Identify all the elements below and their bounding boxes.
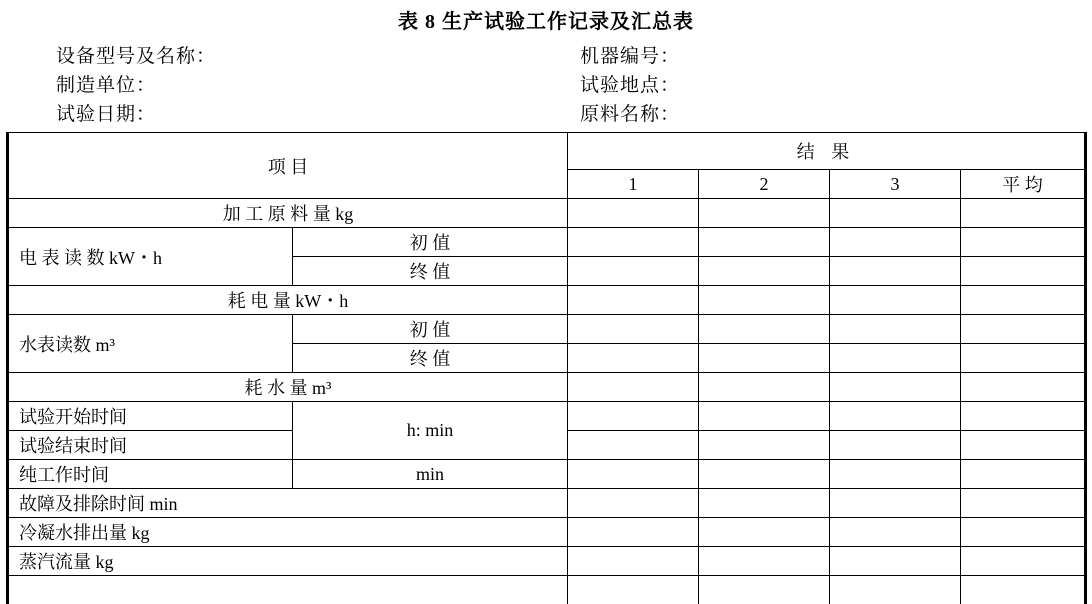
row-label-power-consumption: 耗 电 量 kW・h (8, 286, 568, 315)
cell-1[interactable] (568, 489, 699, 518)
cell-2[interactable] (699, 431, 830, 460)
cell-2[interactable] (699, 460, 830, 489)
equipment-model-label: 设备型号及名称： (0, 41, 580, 68)
cell-2[interactable] (699, 518, 830, 547)
row-label-water-meter-reading: 水表读数 m³ (8, 315, 293, 373)
cell-2[interactable] (699, 373, 830, 402)
table-row (8, 286, 1086, 315)
cell-3[interactable] (830, 373, 961, 402)
table-row (8, 576, 1086, 604)
header-col-average: 平 均 (961, 170, 1086, 199)
cell-1[interactable] (568, 547, 699, 576)
record-table (6, 132, 1087, 604)
cell-2[interactable] (699, 547, 830, 576)
cell-1[interactable] (568, 402, 699, 431)
header-row (0, 40, 1092, 69)
manufacturer-label: 制造单位： (0, 70, 580, 97)
header-col-3: 3 (830, 170, 961, 199)
row-sublabel-initial: 初 值 (293, 315, 568, 344)
header-col-1: 1 (568, 170, 699, 199)
row-label-test-start-time: 试验开始时间 (8, 402, 293, 431)
cell-1[interactable] (568, 286, 699, 315)
cell-avg[interactable] (961, 228, 1086, 257)
cell-3[interactable] (830, 344, 961, 373)
cell-3[interactable] (830, 489, 961, 518)
row-label-blank (8, 576, 568, 604)
header-result: 结 果 (568, 133, 1086, 170)
test-date-label: 试验日期： (0, 99, 580, 126)
cell-2[interactable] (699, 489, 830, 518)
cell-avg[interactable] (961, 547, 1086, 576)
cell-avg[interactable] (961, 431, 1086, 460)
material-name-label: 原料名称： (580, 99, 680, 126)
cell-avg[interactable] (961, 489, 1086, 518)
page-title: 表 8 生产试验工作记录及汇总表 (0, 0, 1092, 40)
cell-3[interactable] (830, 547, 961, 576)
table-header-row (8, 133, 1086, 170)
cell-2[interactable] (699, 199, 830, 228)
cell-avg[interactable] (961, 576, 1086, 604)
row-sublabel-min: min (293, 460, 568, 489)
cell-1[interactable] (568, 315, 699, 344)
cell-1[interactable] (568, 228, 699, 257)
cell-2[interactable] (699, 228, 830, 257)
cell-1[interactable] (568, 373, 699, 402)
cell-avg[interactable] (961, 460, 1086, 489)
cell-avg[interactable] (961, 286, 1086, 315)
cell-2[interactable] (699, 257, 830, 286)
cell-3[interactable] (830, 576, 961, 604)
row-sublabel-initial: 初 值 (293, 228, 568, 257)
cell-1[interactable] (568, 518, 699, 547)
table-row (8, 199, 1086, 228)
cell-2[interactable] (699, 576, 830, 604)
cell-2[interactable] (699, 402, 830, 431)
row-sublabel-final: 终 值 (293, 344, 568, 373)
row-label-water-consumption: 耗 水 量 m³ (8, 373, 568, 402)
row-label-failure-time: 故障及排除时间 min (8, 489, 568, 518)
cell-avg[interactable] (961, 373, 1086, 402)
cell-1[interactable] (568, 576, 699, 604)
cell-avg[interactable] (961, 315, 1086, 344)
cell-3[interactable] (830, 460, 961, 489)
cell-3[interactable] (830, 402, 961, 431)
row-label-test-end-time: 试验结束时间 (8, 431, 293, 460)
header-col-2: 2 (699, 170, 830, 199)
row-label-steam-flow: 蒸汽流量 kg (8, 547, 568, 576)
cell-3[interactable] (830, 518, 961, 547)
cell-1[interactable] (568, 431, 699, 460)
test-location-label: 试验地点： (580, 70, 680, 97)
machine-number-label: 机器编号： (580, 41, 680, 68)
table-row (8, 373, 1086, 402)
header-row (0, 69, 1092, 98)
header-row (0, 98, 1092, 127)
cell-3[interactable] (830, 431, 961, 460)
row-label-meter-reading: 电 表 读 数 kW・h (8, 228, 293, 286)
cell-2[interactable] (699, 344, 830, 373)
cell-2[interactable] (699, 315, 830, 344)
table-row (8, 402, 1086, 431)
cell-1[interactable] (568, 199, 699, 228)
cell-3[interactable] (830, 286, 961, 315)
header-fields (0, 40, 1092, 132)
row-label-condensate-discharge: 冷凝水排出量 kg (8, 518, 568, 547)
table-row (8, 518, 1086, 547)
cell-avg[interactable] (961, 199, 1086, 228)
table-row (8, 460, 1086, 489)
row-label-raw-material: 加 工 原 料 量 kg (8, 199, 568, 228)
table-row (8, 547, 1086, 576)
cell-1[interactable] (568, 344, 699, 373)
cell-2[interactable] (699, 286, 830, 315)
row-label-net-working-time: 纯工作时间 (8, 460, 293, 489)
table-row (8, 228, 1086, 257)
cell-avg[interactable] (961, 402, 1086, 431)
cell-1[interactable] (568, 460, 699, 489)
cell-avg[interactable] (961, 257, 1086, 286)
cell-3[interactable] (830, 199, 961, 228)
cell-3[interactable] (830, 315, 961, 344)
table-row (8, 315, 1086, 344)
header-item: 项 目 (8, 133, 568, 199)
cell-3[interactable] (830, 228, 961, 257)
cell-avg[interactable] (961, 344, 1086, 373)
cell-3[interactable] (830, 257, 961, 286)
row-sublabel-hmin: h: min (293, 402, 568, 460)
table-row (8, 489, 1086, 518)
row-sublabel-final: 终 值 (293, 257, 568, 286)
cell-1[interactable] (568, 257, 699, 286)
cell-avg[interactable] (961, 518, 1086, 547)
